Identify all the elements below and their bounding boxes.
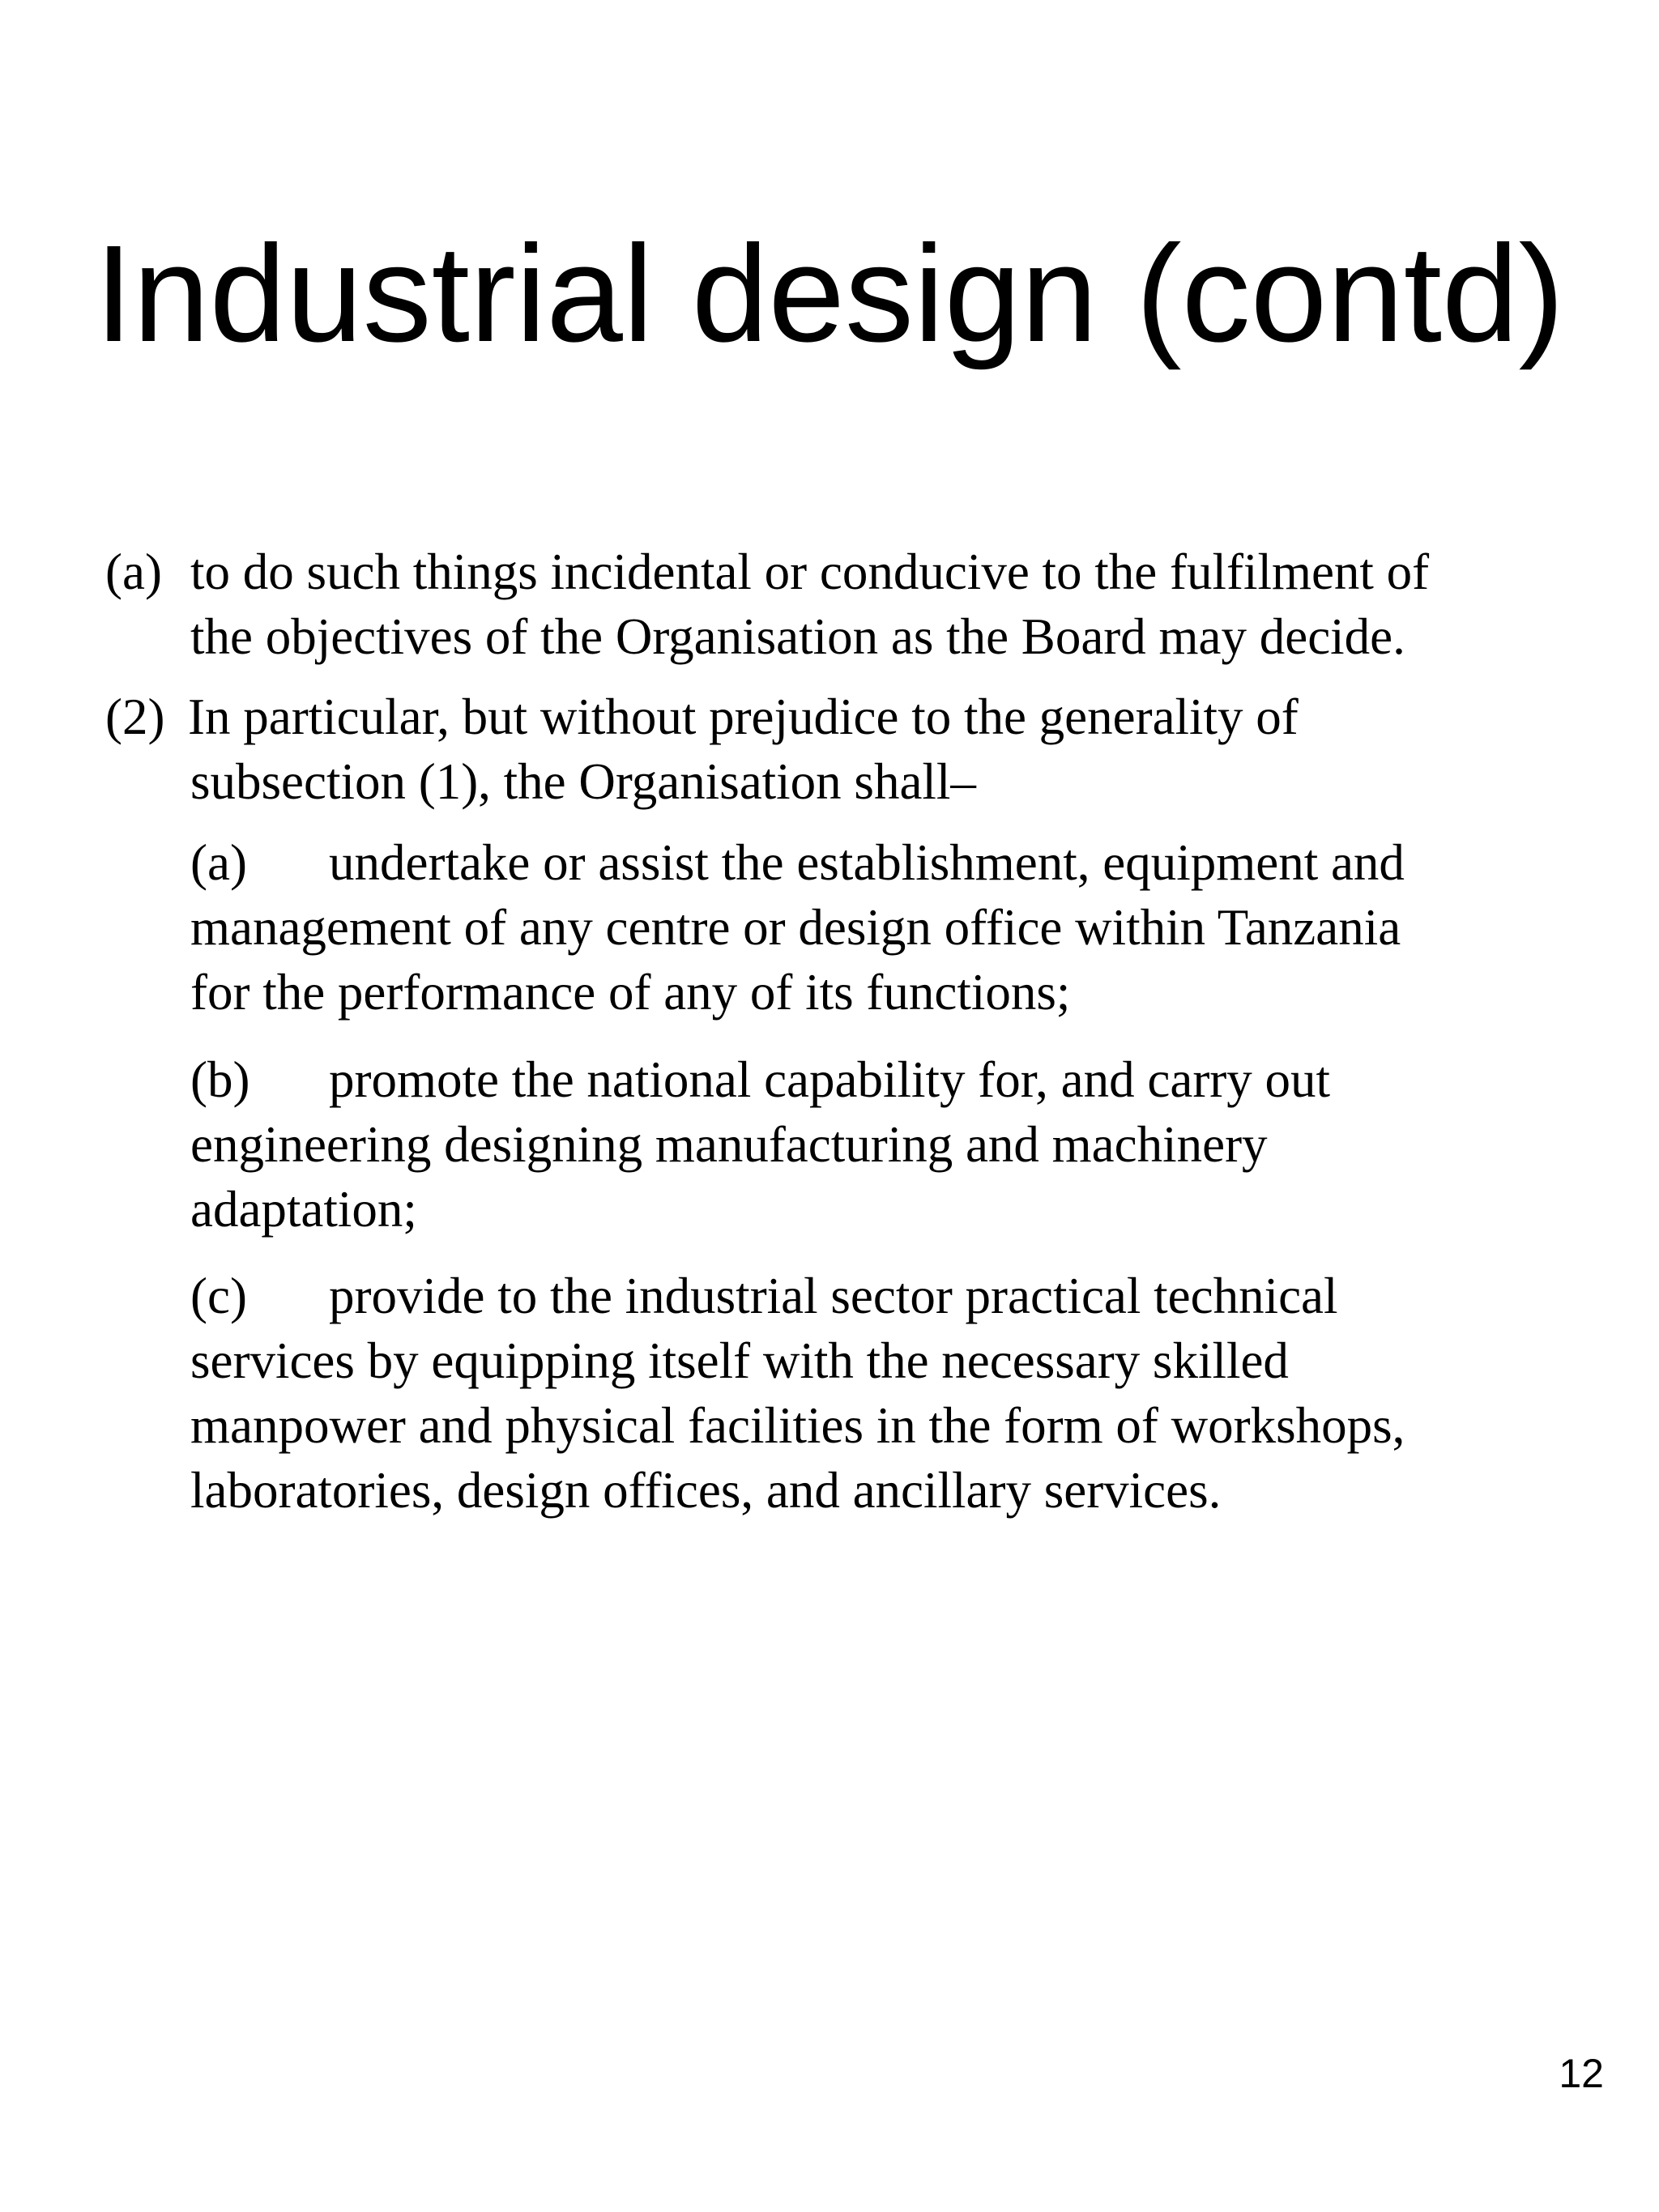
subclause-line: services by equipping itself with the necessary skilled [190,1332,1289,1389]
subclause-label: (b) [190,1051,250,1108]
clause-line: the objectives of the Organisation as the Board may decide. [190,608,1405,665]
clause-label: (a) [105,543,162,600]
subclause-label: (c) [190,1268,247,1324]
subclause-line: management of any centre or design office within Tanzania [190,899,1401,956]
clause-line: In particular, but without prejudice to the generality of [188,688,1299,745]
clause-line: to do such things incidental or conducive to the fulfilment of [190,543,1430,600]
subclause-line: for the performance of any of its functions; [190,964,1071,1021]
subclause-line: provide to the industrial sector practical technical [329,1268,1338,1324]
subclause-line: undertake or assist the establishment, equipment and [329,834,1405,891]
clause-line: subsection (1), the Organisation shall– [190,753,976,810]
subclause-line: laboratories, design offices, and ancillary services. [190,1462,1222,1519]
subclause-line: promote the national capability for, and carry out [329,1051,1331,1108]
page-number: 12 [1559,2051,1604,2096]
clause-label: (2) [105,688,165,745]
slide-title: Industrial design (contd) [94,217,1565,371]
subclause-line: adaptation; [190,1181,417,1238]
subclause-label: (a) [190,834,247,891]
subclause-line: manpower and physical facilities in the form of workshops, [190,1397,1405,1454]
subclause-line: engineering designing manufacturing and machinery [190,1116,1268,1173]
